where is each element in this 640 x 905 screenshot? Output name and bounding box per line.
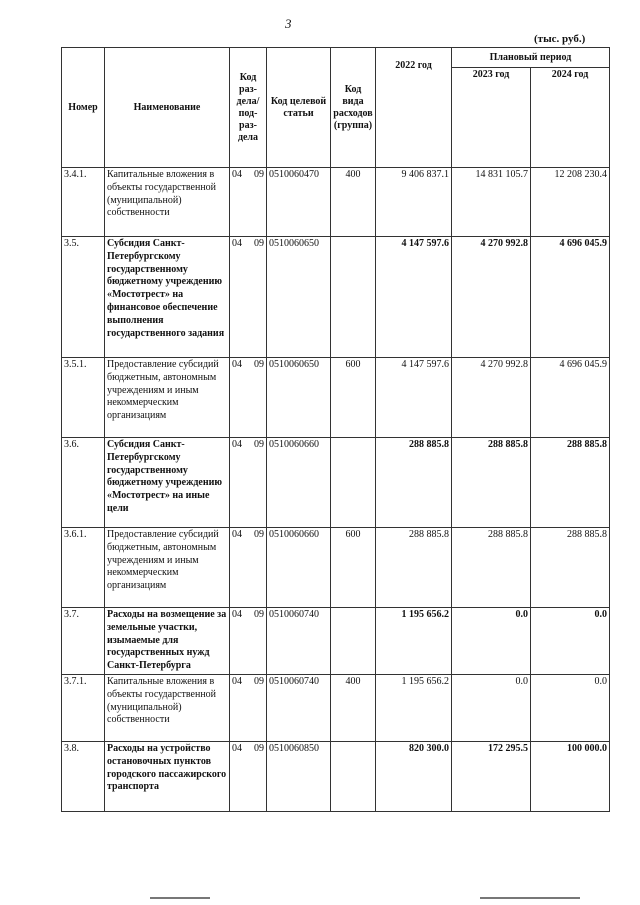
row-section-code <box>230 608 267 675</box>
row-subsection: 09 <box>254 676 264 687</box>
row-subsection: 09 <box>254 529 264 540</box>
row-number: 3.5. <box>62 237 105 358</box>
row-section-code <box>230 358 267 438</box>
row-section: 04 <box>232 609 242 620</box>
row-number: 3.7.1. <box>62 675 105 742</box>
row-target-code: 0510060660 <box>267 528 331 608</box>
row-target-code: 0510060850 <box>267 742 331 812</box>
header-planned-period: Плановый период <box>452 48 610 68</box>
row-2023: 288 885.8 <box>452 438 531 528</box>
row-name: Субсидия Санкт-Петербургскому государственному бюджетному учреждению «Мостотрест» на финансовое обеспечение выполнения государственного задания <box>105 237 230 358</box>
row-subsection: 09 <box>254 169 264 180</box>
row-target-code: 0510060660 <box>267 438 331 528</box>
row-2024: 288 885.8 <box>531 528 610 608</box>
table-row <box>62 358 610 438</box>
row-name: Расходы на устройство остановочных пунктов городского пассажирского транспорта <box>105 742 230 812</box>
row-expense-code: 400 <box>331 675 376 742</box>
row-section: 04 <box>232 676 242 687</box>
row-name: Предоставление субсидий бюджетным, автономным учреждениям и иным некоммерческим организациям <box>105 528 230 608</box>
row-section-code <box>230 528 267 608</box>
row-section-code <box>230 742 267 812</box>
row-2023: 0.0 <box>452 675 531 742</box>
row-expense-code <box>331 608 376 675</box>
row-subsection: 09 <box>254 439 264 450</box>
table-row <box>62 675 610 742</box>
row-section: 04 <box>232 169 242 180</box>
row-target-code: 0510060740 <box>267 608 331 675</box>
row-target-code: 0510060650 <box>267 237 331 358</box>
row-2023: 4 270 992.8 <box>452 237 531 358</box>
row-number: 3.7. <box>62 608 105 675</box>
table-row <box>62 438 610 528</box>
header-section-code: Код раз- дела/ под- раз- дела <box>230 48 267 168</box>
row-expense-code <box>331 438 376 528</box>
row-2022: 288 885.8 <box>376 438 452 528</box>
row-subsection: 09 <box>254 238 264 249</box>
row-2024: 4 696 045.9 <box>531 358 610 438</box>
row-2023: 288 885.8 <box>452 528 531 608</box>
row-2022: 4 147 597.6 <box>376 358 452 438</box>
row-2024: 288 885.8 <box>531 438 610 528</box>
row-name: Субсидия Санкт-Петербургскому государственному бюджетному учреждению «Мостотрест» на иные цели <box>105 438 230 528</box>
row-expense-code <box>331 237 376 358</box>
row-2023: 14 831 105.7 <box>452 168 531 237</box>
row-2024: 12 208 230.4 <box>531 168 610 237</box>
row-2023: 172 295.5 <box>452 742 531 812</box>
row-target-code: 0510060740 <box>267 675 331 742</box>
row-name: Капитальные вложения в объекты государственной (муниципальной) собственности <box>105 168 230 237</box>
row-section: 04 <box>232 238 242 249</box>
row-expense-code: 600 <box>331 358 376 438</box>
row-2023: 4 270 992.8 <box>452 358 531 438</box>
row-expense-code: 400 <box>331 168 376 237</box>
row-section: 04 <box>232 743 242 754</box>
row-2022: 9 406 837.1 <box>376 168 452 237</box>
row-section: 04 <box>232 359 242 370</box>
row-number: 3.8. <box>62 742 105 812</box>
row-number: 3.6. <box>62 438 105 528</box>
header-name: Наименование <box>105 48 230 168</box>
row-2022: 288 885.8 <box>376 528 452 608</box>
header-number: Номер <box>62 48 105 168</box>
row-subsection: 09 <box>254 359 264 370</box>
row-name: Расходы на возмещение за земельные участки, изымаемые для государственных нужд Санкт-Петербурга <box>105 608 230 675</box>
row-expense-code: 600 <box>331 528 376 608</box>
row-name: Предоставление субсидий бюджетным, автономным учреждениям и иным некоммерческим организациям <box>105 358 230 438</box>
table-row <box>62 742 610 812</box>
header-2024: 2024 год <box>531 68 610 168</box>
row-number: 3.6.1. <box>62 528 105 608</box>
units-label: (тыс. руб.) <box>534 33 586 45</box>
row-section-code <box>230 675 267 742</box>
page-number: 3 <box>285 16 292 31</box>
row-2022: 820 300.0 <box>376 742 452 812</box>
row-section-code <box>230 237 267 358</box>
row-section-code <box>230 168 267 237</box>
row-2024: 100 000.0 <box>531 742 610 812</box>
row-2023: 0.0 <box>452 608 531 675</box>
footer-line-right <box>480 897 580 899</box>
row-section: 04 <box>232 439 242 450</box>
row-subsection: 09 <box>254 609 264 620</box>
header-expense-code: Код вида расходов (группа) <box>331 48 376 168</box>
row-number: 3.4.1. <box>62 168 105 237</box>
header-target-code: Код целевой статьи <box>267 48 331 168</box>
row-section-code <box>230 438 267 528</box>
row-2022: 1 195 656.2 <box>376 608 452 675</box>
row-target-code: 0510060650 <box>267 358 331 438</box>
row-2024: 0.0 <box>531 608 610 675</box>
row-2022: 1 195 656.2 <box>376 675 452 742</box>
row-section: 04 <box>232 529 242 540</box>
table-row <box>62 237 610 358</box>
header-2023: 2023 год <box>452 68 531 168</box>
row-target-code: 0510060470 <box>267 168 331 237</box>
row-2024: 4 696 045.9 <box>531 237 610 358</box>
row-subsection: 09 <box>254 743 264 754</box>
table-row <box>62 168 610 237</box>
row-number: 3.5.1. <box>62 358 105 438</box>
budget-table <box>61 47 610 812</box>
footer-line-left <box>150 897 210 899</box>
header-2022: 2022 год <box>376 48 452 168</box>
row-2022: 4 147 597.6 <box>376 237 452 358</box>
table-row <box>62 528 610 608</box>
row-name: Капитальные вложения в объекты государственной (муниципальной) собственности <box>105 675 230 742</box>
row-expense-code <box>331 742 376 812</box>
table-row <box>62 608 610 675</box>
row-2024: 0.0 <box>531 675 610 742</box>
